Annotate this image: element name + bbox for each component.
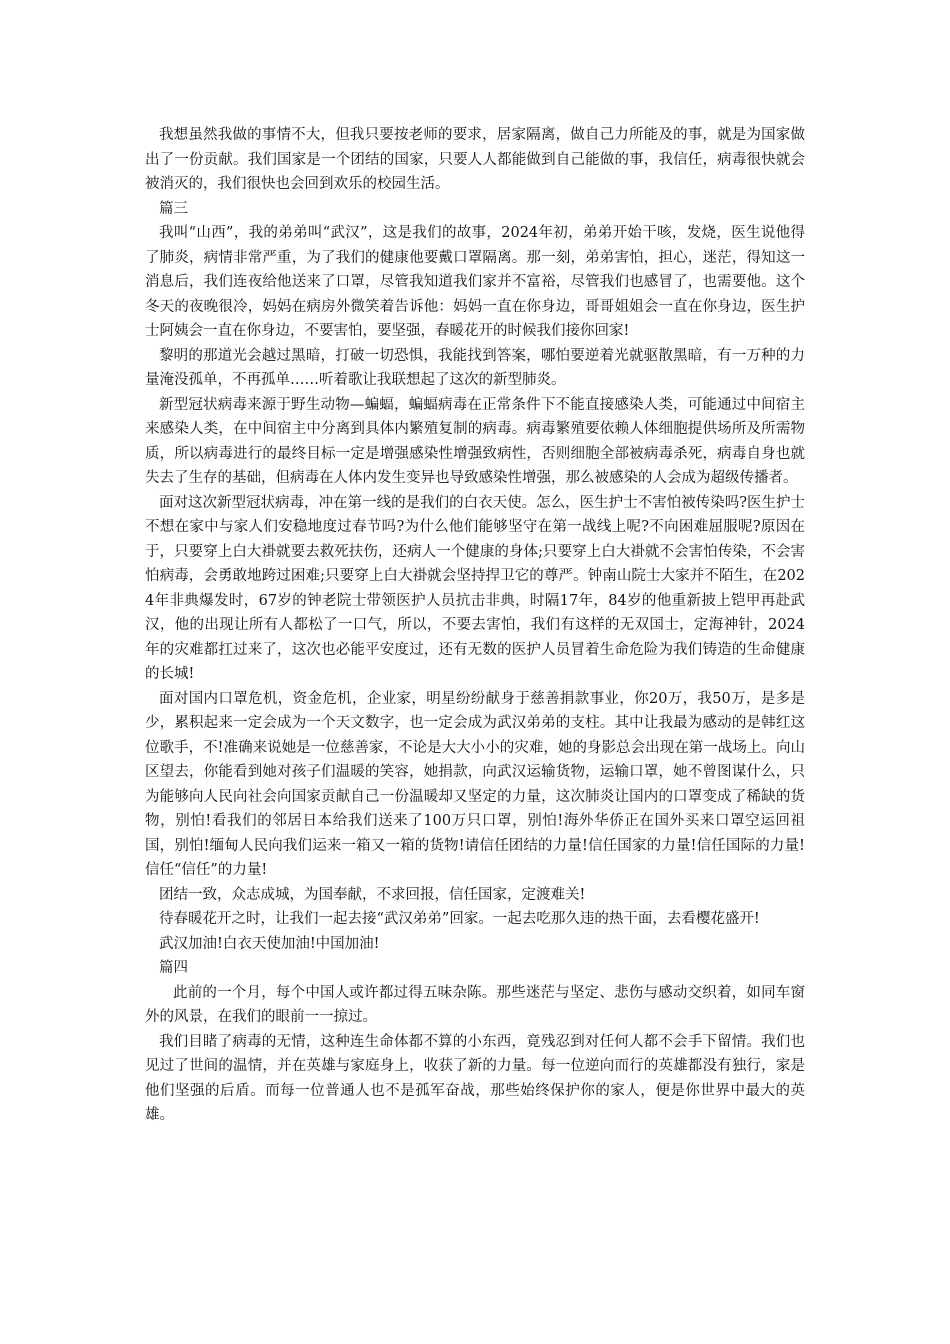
paragraph: 面对这次新型冠状病毒，冲在第一线的是我们的白衣天使。怎么，医生护士不害怕被传染吗?医生护士不想在家中与家人们安稳地度过春节吗?为什么他们能够坚守在第一战线上呢?不向困难屈服呢?原因在于，只要穿上白大褂就要去救死扶伤，还病人一个健康的身体;只要穿上白大褂就不会害怕传染，不会害怕病毒，会勇敢地跨过困难;只要穿上白大褂就会坚持捍卫它的尊严。钟南山院士大家并不陌生，在2024年非典爆发时，67岁的钟老院士带领医护人员抗击非典，时隔17年，84岁的他重新披上铠甲再赴武汉，他的出现让所有人都松了一口气，所以，不要去害怕，我们有这样的无双国士，定海神针，2024年的灾难都扛过来了，这次也必能平安度过，还有无数的医护人员冒着生命危险为我们铸造的生命健康的长城! [145, 494, 805, 682]
paragraph: 黎明的那道光会越过黑暗，打破一切恐惧，我能找到答案，哪怕要逆着光就驱散黑暗，有一万种的力量淹没孤单，不再孤单……听着歌让我联想起了这次的新型肺炎。 [145, 347, 805, 388]
paragraph: 我们目睹了病毒的无情，这种连生命体都不算的小东西，竟残忍到对任何人都不会手下留情。我们也见过了世间的温情，并在英雄与家庭身上，收获了新的力量。每一位逆向而行的英雄都没有独行，家是他们坚强的后盾。而每一位普通人也不是孤军奋战，那些始终保护你的家人，便是你世界中最大的英雄。 [145, 1033, 805, 1123]
paragraph: 新型冠状病毒来源于野生动物—蝙蝠，蝙蝠病毒在正常条件下不能直接感染人类，可能通过中间宿主来感染人类，在中间宿主中分离到具体内繁殖复制的病毒。病毒繁殖要依赖人体细胞提供场所及所需物质，所以病毒进行的最终目标一定是增强感染性增强致病性，否则细胞全部被病毒杀死，病毒自身也就失去了生存的基础，但病毒在人体内发生变异也导致感染性增强，那么被感染的人会成为超级传播者。 [145, 396, 805, 486]
section-heading-4: 篇四 [159, 960, 188, 976]
paragraph: 此前的一个月，每个中国人或许都过得五味杂陈。那些迷茫与坚定、悲伤与感动交织着，如同车窗外的风景，在我们的眼前一一掠过。 [145, 984, 805, 1025]
paragraph: 待春暖花开之时，让我们一起去接“武汉弟弟”回家。一起去吃那久违的热干面，去看樱花盛开! [159, 911, 760, 927]
paragraph: 武汉加油!白衣天使加油!中国加油! [159, 935, 380, 952]
section-heading-3: 篇三 [159, 200, 188, 217]
paragraph: 我叫“山西”，我的弟弟叫“武汉”，这是我们的故事，2024年初，弟弟开始干咳，发烧，医生说他得了肺炎，病情非常严重，为了我们的健康他要戴口罩隔离。那一刻，弟弟害怕，担心，迷茫，得知这一消息后，我们连夜给他送来了口罩，尽管我知道我们家并不富裕，尽管我们也感冒了，也需要他。这个冬天的夜晚很冷，妈妈在病房外微笑着告诉他：妈妈一直在你身边，哥哥姐姐会一直在你身边，医生护士阿姨会一直在你身边，不要害怕，要坚强，春暖花开的时候我们接你回家! [145, 225, 805, 339]
paragraph: 团结一致，众志成城，为国奉献，不求回报，信任国家，定渡难关! [159, 886, 586, 903]
paragraph: 面对国内口罩危机，资金危机，企业家，明星纷纷献身于慈善捐款事业，你20万，我50万，是多是少，累积起来一定会成为一个天文数字，也一定会成为武汉弟弟的支柱。其中让我最为感动的是韩红这位歌手，不!准确来说她是一位慈善家，不论是大大小小的灾难，她的身影总会出现在第一战场上。向山区望去，你能看到她对孩子们温暖的笑容，她捐款，向武汉运输货物，运输口罩，她不曾图谋什么，只为能够向人民向社会向国家贡献自己一份温暖却又坚定的力量，这次肺炎让国内的口罩变成了稀缺的货物，别怕!看我们的邻居日本给我们送来了100万只口罩，别怕!海外华侨正在国外买来口罩空运回祖国，别怕!缅甸人民向我们运来一箱又一箱的货物!请信任团结的力量!信任国家的力量!信任国际的力量!信任“信任”的力量! [145, 690, 805, 878]
paragraph: 我想虽然我做的事情不大，但我只要按老师的要求，居家隔离，做自己力所能及的事，就是为国家做出了一份贡献。我们国家是一个团结的国家，只要人人都能做到自己能做的事，我信任，病毒很快就会被消灭的，我们很快也会回到欢乐的校园生活。 [145, 127, 805, 192]
document-page [145, 123, 805, 1128]
